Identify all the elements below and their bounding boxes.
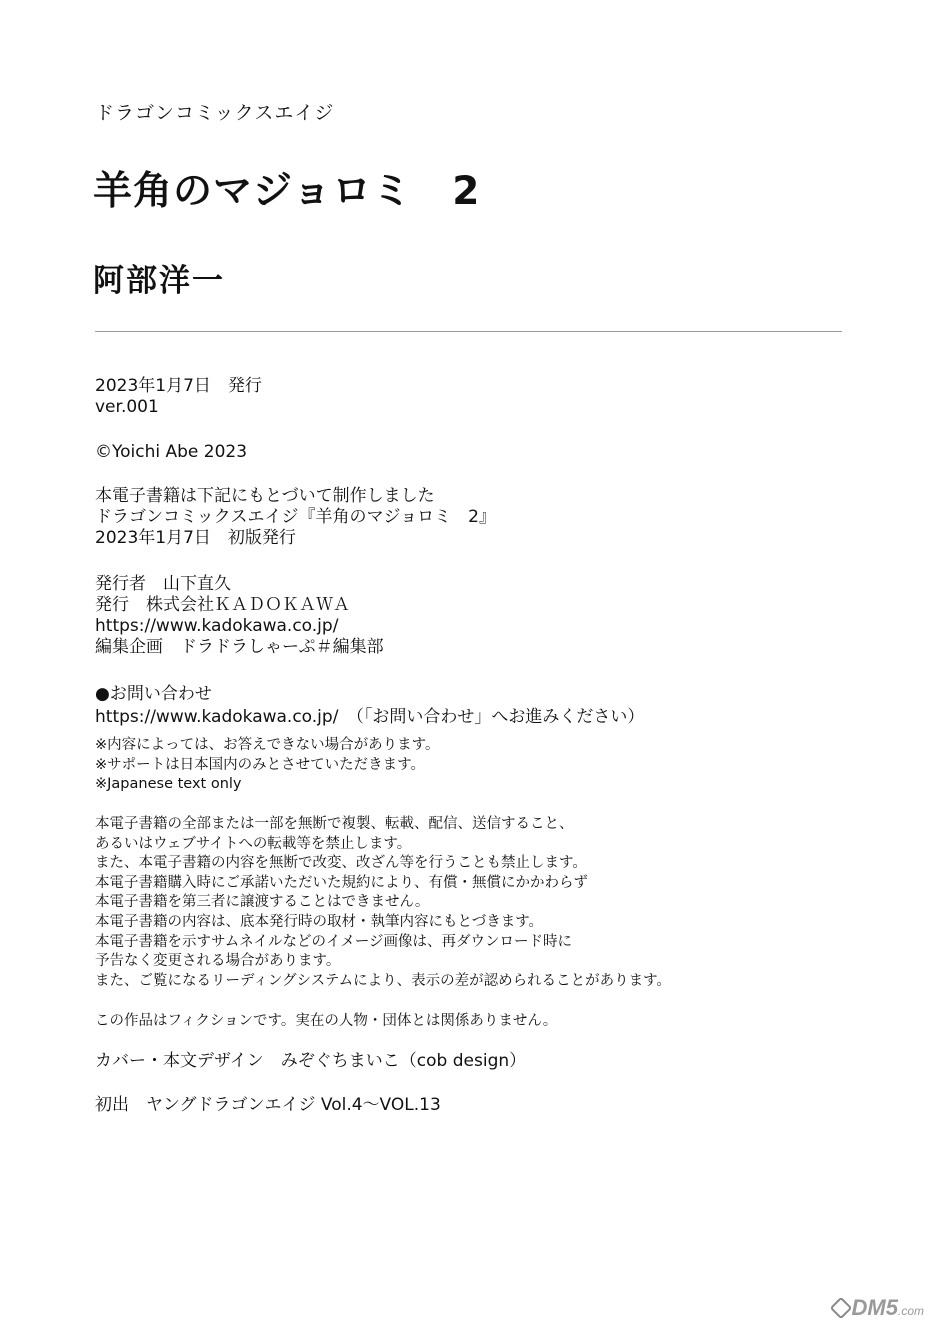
contact-note: ※Japanese text only <box>95 776 242 793</box>
contact-section <box>95 684 644 728</box>
first-line: 初出 ヤングドラゴンエイジ Vol.4～VOL.13 <box>95 1095 441 1115</box>
publisher-person: 発行者 山下直久 <box>95 574 231 594</box>
contact-heading: ●お問い合わせ <box>95 684 212 704</box>
legal-line: 本電子書籍の全部または一部を無断で複製、転載、配信、送信すること、 <box>95 816 574 832</box>
divider <box>95 331 842 332</box>
legal-line: 本電子書籍を示すサムネイルなどのイメージ画像は、再ダウンロード時に <box>95 933 573 950</box>
book-title: 羊角のマジョロミ 2 <box>93 169 481 214</box>
contact-note: ※内容によっては、お答えできない場合があります。 <box>95 737 440 753</box>
imprint-label: ドラゴンコミックスエイジ <box>95 102 335 124</box>
first-appearance <box>95 1095 441 1116</box>
legal-line: 本電子書籍を第三者に譲渡することはできません。 <box>95 894 430 911</box>
author-name: 阿部洋一 <box>93 263 225 299</box>
publication-date: 2023年1月7日 発行 <box>95 376 262 396</box>
legal-line: 本電子書籍の内容は、底本発行時の取材・執筆内容にもとづきます。 <box>95 913 544 930</box>
legal-line: 本電子書籍購入時にご承諾いただいた規約により、有償・無償にかかわらず <box>95 874 588 891</box>
fiction-line: この作品はフィクションです。実在の人物・団体とは関係ありません。 <box>95 1013 558 1029</box>
watermark <box>833 1295 924 1321</box>
watermark-icon <box>829 1297 852 1320</box>
publisher-company: 発行 株式会社ＫＡＤＯＫＡＷＡ <box>95 595 350 615</box>
legal-line: また、本電子書籍の内容を無断で改変、改ざん等を行うことも禁止します。 <box>95 855 587 872</box>
copyright-line: ©Yoichi Abe 2023 <box>95 442 248 462</box>
source-line: 2023年1月7日 初版発行 <box>95 528 296 548</box>
legal-line: あるいはウェブサイトへの転載等を禁止します。 <box>95 835 412 852</box>
publisher-info <box>95 574 384 658</box>
legal-line: また、ご覧になるリーディングシステムにより、表示の差が認められることがあります。 <box>95 972 671 989</box>
contact-url: https://www.kadokawa.co.jp/ （「お問い合わせ」へお進みください） <box>95 707 645 727</box>
publisher-url: https://www.kadokawa.co.jp/ <box>95 616 339 636</box>
contact-notes <box>95 736 440 795</box>
legal-notice <box>95 815 671 991</box>
publication-info <box>95 376 262 418</box>
source-info <box>95 486 496 549</box>
legal-line: 予告なく変更される場合があります。 <box>95 953 341 970</box>
design-line: カバー・本文デザイン みぞぐちまいこ（cob design） <box>95 1051 527 1071</box>
version: ver.001 <box>95 397 159 417</box>
design-credit <box>95 1051 526 1072</box>
watermark-text: DM5.com <box>851 1295 924 1320</box>
contact-note: ※サポートは日本国内のみとさせていただきます。 <box>95 756 425 773</box>
fiction-notice <box>95 1012 557 1032</box>
source-line: ドラゴンコミックスエイジ『羊角のマジョロミ 2』 <box>95 507 496 527</box>
source-line: 本電子書籍は下記にもとづいて制作しました <box>95 486 435 506</box>
editorial-department: 編集企画 ドラドラしゃーぷ＃編集部 <box>95 637 384 657</box>
copyright <box>95 442 247 463</box>
